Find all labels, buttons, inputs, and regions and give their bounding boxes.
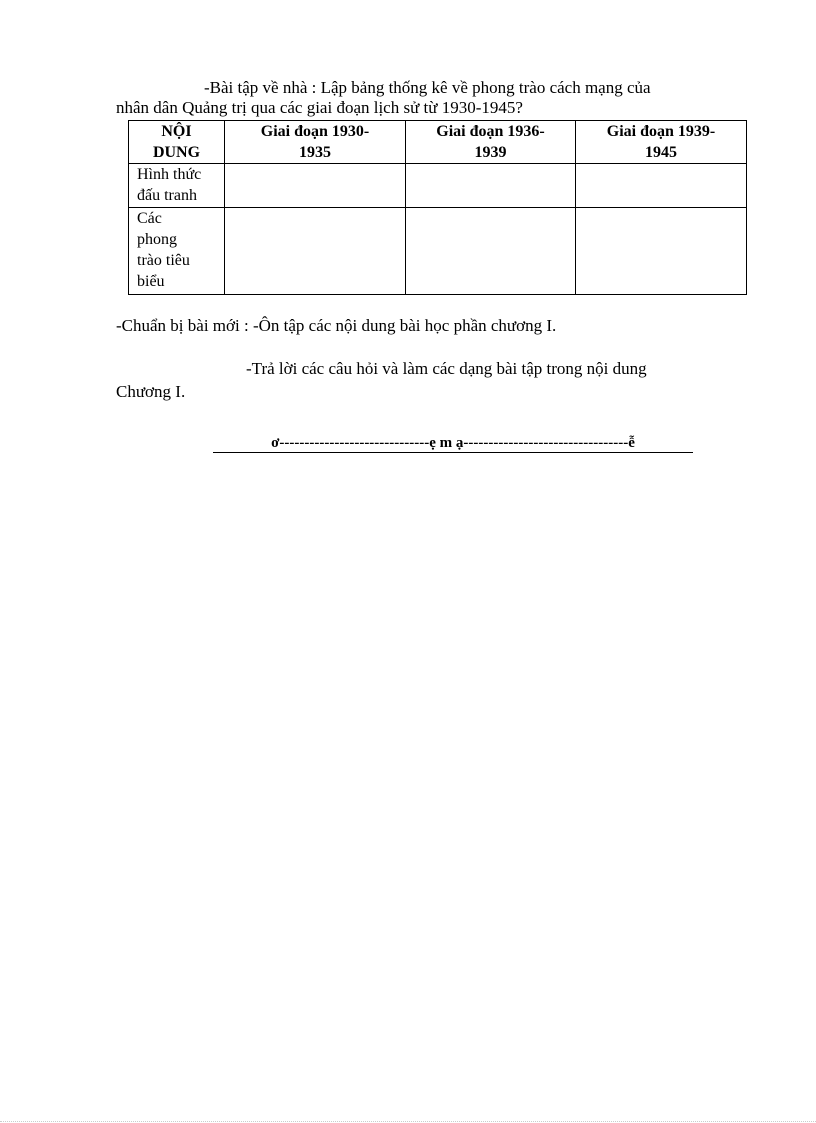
header-line: Giai đoạn 1936- (436, 123, 545, 140)
table-header-row (129, 121, 747, 164)
header-line: NỘI (161, 123, 192, 140)
row-label-line: Hình thức (137, 166, 202, 183)
row-label-line: biểu (137, 273, 165, 290)
header-line: 1935 (299, 144, 331, 161)
header-content (129, 121, 225, 164)
prep-line-2: -Trả lời các câu hỏi và làm các dạng bài tập trong nội dung (246, 359, 647, 378)
table-cell (225, 164, 406, 208)
prep-line-1: -Chuẩn bị bài mới : -Ôn tập các nội dung bài học phần chương I. (116, 316, 557, 335)
table-cell (225, 208, 406, 295)
homework-line-1: -Bài tập về nhà : Lập bảng thống kê về phong trào cách mạng của (204, 78, 651, 97)
table-cell (406, 164, 576, 208)
page-edge-line (0, 1121, 816, 1122)
table-cell (576, 164, 747, 208)
row-label-forms-of-struggle (129, 164, 225, 208)
header-line: Giai đoạn 1930- (260, 123, 370, 140)
row-label-line: phong (137, 231, 177, 248)
header-line: 1945 (645, 144, 677, 161)
prep-line-3: Chương I. (116, 382, 186, 401)
header-period-1930 (225, 121, 406, 164)
row-label-line: Các (137, 210, 162, 227)
homework-line-2: nhân dân Quảng trị qua các giai đoạn lịch sử từ 1930-1945? (116, 98, 523, 117)
header-line: Giai đoạn 1939- (606, 123, 716, 140)
header-period-1939 (576, 121, 747, 164)
row-label-typical-movements (129, 208, 225, 295)
ornamental-divider: ơ------------------------------ẹ m ạ---------------------------------ễ (213, 434, 693, 453)
header-line: 1939 (474, 144, 507, 161)
header-period-1936 (406, 121, 576, 164)
table-cell (406, 208, 576, 295)
table-row (129, 164, 747, 208)
table-row (129, 208, 747, 295)
row-label-line: trào tiêu (137, 252, 190, 269)
table-cell (576, 208, 747, 295)
header-line: DUNG (152, 144, 201, 161)
row-label-line: đấu tranh (137, 187, 197, 204)
statistics-table (128, 120, 747, 295)
